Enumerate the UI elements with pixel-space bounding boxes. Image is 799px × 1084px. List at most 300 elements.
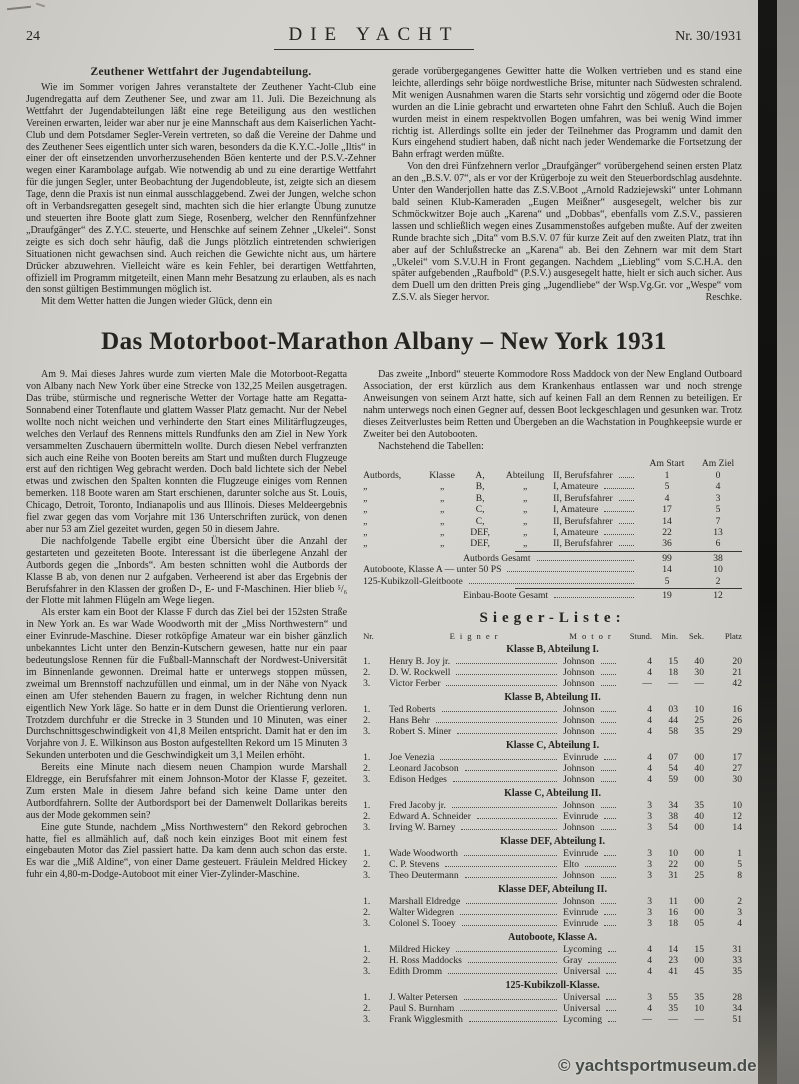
sieger-cell-sek: 00	[694, 907, 704, 919]
sieger-cell-sek: 00	[694, 955, 704, 967]
overview-cell-am-start: 5	[664, 481, 670, 493]
sieger-cell-nr: 3.	[363, 1014, 371, 1026]
dot-leader	[601, 807, 616, 808]
sieger-cell-min: 18	[668, 667, 678, 679]
sieger-cell-nr: 2.	[363, 859, 371, 871]
overview-cell-klasse: C,	[475, 515, 485, 527]
article-motorboot-marathon	[26, 369, 742, 1025]
sieger-cell-motor-text: Johnson	[563, 667, 595, 679]
overview-cell-abteilung-label: „	[522, 527, 528, 538]
sieger-cell-sek: 25	[694, 870, 704, 882]
scan-edge-gray-strip	[777, 0, 799, 1084]
sieger-cell-eigner	[389, 848, 563, 859]
dot-leader	[466, 903, 557, 904]
sieger-section	[363, 836, 742, 881]
sieger-cell-stund: 4	[647, 715, 652, 727]
overview-cell-am-start: 14	[662, 515, 672, 527]
overview-total-label: Autoboote, Klasse A — unter 50 PS	[363, 564, 502, 576]
sieger-cell-motor	[563, 715, 622, 726]
overview-cell-am-start: 1	[664, 469, 670, 481]
sieger-cell-min: 55	[668, 992, 678, 1004]
sieger-cell-platz: 21	[732, 667, 742, 679]
sieger-row	[363, 800, 742, 811]
paragraph: Nachstehend die Tabellen:	[378, 440, 484, 452]
sieger-cell-platz: 34	[732, 1003, 742, 1015]
sieger-row	[363, 811, 742, 822]
sieger-cell-sek: 35	[694, 800, 704, 812]
overview-cell-klasse: B,	[475, 481, 485, 493]
paragraph: Bereits eine Minute nach diesem neuen Champion wurde Marshall Eldregge, ein Berufsfahrer mit einem Johnson-Motor der Klasse F, gezeitet. Zum ersten Male in diesem Jahre befand sich keine Dame unter den Autbordfahrern. Sollte der Autbordsport bei der Damenwelt Dollarikas bereits aus der Mode gekommen sein?	[26, 762, 348, 821]
sieger-section-title: Klasse C, Abteilung II.	[504, 788, 602, 800]
sieger-cell-eigner	[389, 774, 563, 785]
sieger-cell-motor	[563, 896, 622, 907]
sieger-cell-eigner-text: Robert S. Miner	[389, 726, 452, 738]
dot-leader	[457, 733, 557, 734]
page-header	[26, 24, 742, 50]
sieger-cell-min: —	[668, 678, 678, 690]
sieger-cell-nr: 2.	[363, 907, 371, 919]
sieger-cell-min: 54	[668, 763, 678, 775]
sieger-cell-stund: 4	[647, 752, 652, 764]
sieger-cell-min: 22	[668, 859, 678, 871]
pen-mark	[36, 3, 45, 8]
paragraph: Die nachfolgende Tabelle ergibt eine Übersicht über die Anzahl der gestarteten und gezeiteten Boote. Interessant ist die überlegene Anzahl der Autbords gegen die „Inbords“. Am besten schnitten wohl die Autbords der Klasse B ab, von denen nur 2 aufgaben. Verheerend ist aber das Ergebnis der Berufsfahrer in den Klassen der großen D-, E- und F-Maschinen. Hier blieb ⁵/₆ der Flotte mit lahmen Flügeln am Wege liegen.	[26, 535, 348, 607]
sieger-cell-eigner	[389, 667, 563, 678]
sieger-cell-motor-text: Universal	[563, 966, 601, 978]
sieger-cell-stund: 4	[647, 1003, 652, 1015]
overview-cell-am-ziel: 5	[715, 504, 721, 516]
overview-cell-am-start: 4	[664, 492, 670, 504]
dot-leader	[604, 925, 616, 926]
dot-leader	[601, 829, 616, 830]
sieger-cell-stund: 3	[647, 907, 652, 919]
sieger-cell-platz: 10	[732, 800, 742, 812]
sieger-row	[363, 752, 742, 763]
sieger-section	[363, 980, 742, 1025]
overview-cell-am-start: 17	[662, 504, 672, 516]
dot-leader	[619, 477, 634, 478]
sieger-cell-motor	[563, 992, 622, 1003]
column-header-sek: Sek.	[688, 631, 704, 642]
dot-leader	[468, 962, 557, 963]
sieger-cell-motor-text: Johnson	[563, 715, 595, 727]
sieger-cell-sek: —	[694, 1014, 704, 1026]
sieger-cell-motor-text: Evinrude	[563, 907, 599, 919]
sieger-cell-eigner-text: Joe Venezia	[389, 752, 435, 764]
dot-leader	[604, 488, 634, 489]
sieger-cell-nr: 3.	[363, 726, 371, 738]
sieger-cell-eigner-text: Paul S. Burnham	[389, 1003, 455, 1015]
article2-left-paragraphs	[26, 369, 347, 881]
article2-right-paragraphs	[363, 369, 742, 452]
article1-signature: Reschke.	[705, 292, 742, 304]
sieger-cell-nr: 1.	[363, 992, 371, 1004]
overview-cell-klasse: C,	[475, 504, 485, 516]
sieger-cell-sek: 00	[694, 896, 704, 908]
sieger-cell-platz: 30	[732, 774, 742, 786]
sieger-cell-eigner	[389, 715, 563, 726]
dot-leader	[452, 807, 557, 808]
sieger-cell-eigner-text: Fred Jacoby jr.	[389, 800, 446, 812]
overview-cell-abteilung-label: „	[522, 492, 528, 504]
sieger-cell-stund: 3	[647, 811, 652, 823]
overview-total-label: Einbau-Boote Gesamt	[463, 590, 549, 602]
sieger-cell-stund: 3	[647, 800, 652, 812]
sieger-cell-motor	[563, 774, 622, 785]
sieger-cell-sek: 05	[694, 918, 704, 930]
sieger-cell-min: 18	[668, 918, 678, 930]
overview-total-am-ziel: 38	[713, 552, 723, 564]
overview-total-am-ziel: 12	[713, 590, 723, 602]
overview-cell-klasse-label: „	[439, 481, 445, 493]
overview-table-body	[363, 470, 742, 601]
overview-cell-am-ziel: 6	[715, 538, 721, 550]
paragraph: Wie im Sommer vorigen Jahres veranstaltete der Zeuthener Yacht-Club eine Jugendregatta auf dem Zeuthener See, und zwar am 11. Juli. Die Bezeichnung als Wettfahrt der Jugendabteilungen läßt eine rege Beteiligung aus den westlichen Vereinen erwarten, leider war aber nur je eine Mannschaft aus dem Kaiserlichen Yacht-Club und dem Potsdamer Segler-Verein vertreten, so daß die Vereine der Dahme und des Zeuthener Sees eigentlich unter sich waren, besonders da die K.Y.C.-Jolle „Iltis“ in einer der oft einsetzenden unvorherzusehenden Böen kenterte und der P.S.V.-Zehner wegen einer Karambolage aufgab. Wie notwendig ab und zu eine derartige Wettfahrt für die jungen Segler, unter Beobachtung der Jugendobleute, ist, zeigte sich an diesem Tage, denn die Praxis ist nun einmal ausschlaggebend. Zwei der Jungen, welche schon oft in Verbandsregatten gesegelt sind, machten sich die hier erlangte Übung zunutze und steuerten ihre Boote glatt zum Siege, Rosenberg, welcher den Rennfünfzehner „Draufgänger“ des Z.Y.C. steuerte, und Henschke auf seinem Zehner „Ukelei“. Sonst zeigte es sich doch sehr häufig, daß die Jungs plötzlich eintretenden schwierigen Situationen nicht gewachsen sind. Auch reichen die Gewichte nicht aus, um härtere Drücker abzuwehren. Vielleicht wäre es kein Fehler, bei derartigen Wettfahrten, offiziell im Programm mitgeteilt, einen Mann mehr Besatzung zu erlauben, als es nach den sonst gültigen Bestimmungen möglich ist.	[26, 82, 376, 296]
sieger-cell-nr: 3.	[363, 918, 371, 930]
sieger-cell-platz: 35	[732, 966, 742, 978]
sieger-cell-min: 31	[668, 870, 678, 882]
sieger-section	[363, 884, 742, 929]
dot-leader	[448, 973, 557, 974]
dot-leader	[456, 663, 557, 664]
overview-cell-category-text: II, Berufsfahrer	[553, 469, 613, 481]
dot-leader	[604, 511, 634, 512]
sieger-cell-sek: 40	[694, 811, 704, 823]
sieger-cell-eigner-text: Henry B. Joy jr.	[389, 656, 451, 668]
sieger-cell-eigner-text: Frank Wigglesmith	[389, 1014, 463, 1026]
dot-leader	[554, 597, 634, 598]
sieger-cell-nr: 1.	[363, 848, 371, 860]
sieger-cell-stund: 4	[647, 966, 652, 978]
sieger-section-title: 125-Kubikzoll-Klasse.	[505, 980, 600, 992]
dot-leader	[456, 951, 557, 952]
sieger-row	[363, 944, 742, 955]
sieger-cell-stund: 3	[647, 859, 652, 871]
sieger-cell-eigner	[389, 811, 563, 822]
sieger-cell-stund: 4	[647, 667, 652, 679]
overview-cell-category-text: II, Berufsfahrer	[553, 492, 613, 504]
sieger-cell-platz: 8	[737, 870, 742, 882]
dot-leader	[601, 781, 616, 782]
sieger-cell-eigner-text: Edward A. Schneider	[389, 811, 471, 823]
overview-cell-klasse-label: „	[439, 515, 445, 527]
sieger-cell-eigner	[389, 896, 563, 907]
sieger-cell-stund: —	[642, 1014, 652, 1026]
sieger-cell-motor	[563, 656, 622, 667]
sieger-cell-motor-text: Johnson	[563, 800, 595, 812]
column-header-am-ziel: Am Ziel	[701, 457, 735, 469]
sieger-cell-motor	[563, 966, 622, 977]
overview-cell-abteilung-label: „	[522, 538, 528, 550]
sieger-row	[363, 704, 742, 715]
sieger-cell-eigner	[389, 678, 563, 689]
overview-cell-category-text: I, Amateure	[553, 481, 599, 493]
sieger-cell-nr: 1.	[363, 656, 371, 668]
dot-leader	[601, 674, 616, 675]
sieger-cell-min: —	[668, 1014, 678, 1026]
overview-cell-category	[553, 481, 640, 492]
dot-leader	[465, 770, 557, 771]
sieger-cell-stund: 3	[647, 822, 652, 834]
dot-leader	[604, 759, 616, 760]
sieger-liste-title: Sieger-Liste:	[479, 610, 626, 627]
overview-row	[363, 538, 742, 549]
sieger-cell-platz: 26	[732, 715, 742, 727]
dot-leader	[585, 866, 616, 867]
sieger-cell-min: 03	[668, 704, 678, 716]
sieger-cell-eigner-text: Marshall Eldredge	[389, 896, 461, 908]
sieger-cell-sek: 35	[694, 992, 704, 1004]
sieger-cell-nr: 2.	[363, 811, 371, 823]
article2-column-left	[26, 369, 347, 1025]
page-content	[26, 24, 742, 1025]
sieger-cell-eigner	[389, 955, 563, 966]
dot-leader	[604, 534, 634, 535]
sieger-cell-min: 16	[668, 907, 678, 919]
sieger-cell-eigner	[389, 944, 563, 955]
sieger-cell-motor	[563, 763, 622, 774]
overview-cell-klasse-label: „	[439, 538, 445, 550]
sieger-row	[363, 918, 742, 929]
overview-total-row	[363, 590, 742, 601]
dot-leader	[465, 877, 557, 878]
overview-cell-klasse: DEF,	[470, 538, 490, 550]
dot-leader	[507, 571, 634, 572]
sieger-cell-motor	[563, 726, 622, 737]
sieger-section-title: Klasse C, Abteilung I.	[506, 740, 600, 752]
dot-leader	[606, 1010, 616, 1011]
sieger-cell-platz: 42	[732, 678, 742, 690]
overview-row	[363, 516, 742, 527]
sieger-cell-eigner	[389, 992, 563, 1003]
sieger-cell-sek: 10	[694, 1003, 704, 1015]
sieger-cell-motor	[563, 811, 622, 822]
overview-row	[363, 493, 742, 504]
sieger-cell-platz: 17	[732, 752, 742, 764]
dot-leader	[460, 914, 557, 915]
overview-row	[363, 504, 742, 515]
sieger-cell-eigner-text: D. W. Rockwell	[389, 667, 451, 679]
sieger-section	[363, 788, 742, 833]
sieger-cell-stund: 4	[647, 656, 652, 668]
sieger-cell-eigner-text: Theo Deutermann	[389, 870, 459, 882]
sieger-cell-platz: 2	[737, 896, 742, 908]
sieger-cell-eigner-text: Walter Widegren	[389, 907, 455, 919]
dot-leader	[601, 770, 616, 771]
sieger-cell-stund: 3	[647, 848, 652, 860]
sieger-cell-eigner	[389, 966, 563, 977]
sieger-cell-motor-text: Johnson	[563, 822, 595, 834]
sieger-liste-header	[363, 631, 742, 641]
sieger-cell-stund: 4	[647, 955, 652, 967]
sieger-cell-platz: 29	[732, 726, 742, 738]
sieger-cell-motor	[563, 678, 622, 689]
sieger-cell-sek: 00	[694, 774, 704, 786]
sieger-row	[363, 1014, 742, 1025]
dot-leader	[604, 855, 616, 856]
sieger-cell-motor-text: Johnson	[563, 726, 595, 738]
sieger-cell-eigner	[389, 918, 563, 929]
sieger-cell-motor-text: Universal	[563, 1003, 601, 1015]
dot-leader	[604, 914, 616, 915]
article1-title: Zeuthener Wettfahrt der Jugendabteilung.	[90, 66, 312, 78]
article1-left-paragraphs	[26, 82, 376, 308]
dot-leader	[588, 962, 616, 963]
dot-leader	[460, 1010, 557, 1011]
sieger-cell-motor	[563, 848, 622, 859]
overview-cell-brand: „	[363, 492, 368, 504]
sieger-cell-platz: 5	[737, 859, 742, 871]
sieger-cell-eigner	[389, 822, 563, 833]
overview-total-row	[363, 576, 742, 587]
sieger-cell-eigner-text: Wade Woodworth	[389, 848, 458, 860]
sieger-row	[363, 774, 742, 785]
overview-cell-am-ziel: 0	[715, 469, 721, 481]
sieger-cell-stund: 3	[647, 992, 652, 1004]
sieger-section-title: Autoboote, Klasse A.	[508, 932, 597, 944]
sieger-cell-nr: 1.	[363, 704, 371, 716]
sieger-cell-stund: 4	[647, 763, 652, 775]
sieger-cell-motor-text: Johnson	[563, 704, 595, 716]
sieger-row	[363, 726, 742, 737]
sieger-cell-motor	[563, 944, 622, 955]
sieger-section	[363, 644, 742, 689]
sieger-row	[363, 907, 742, 918]
sieger-cell-sek: 00	[694, 822, 704, 834]
sieger-cell-motor-text: Johnson	[563, 870, 595, 882]
sieger-cell-eigner	[389, 752, 563, 763]
overview-cell-brand: „	[363, 515, 368, 527]
sieger-cell-eigner	[389, 907, 563, 918]
sieger-cell-eigner-text: Victor Ferber	[389, 678, 441, 690]
paragraph: gerade vorübergegangenes Gewitter hatte die Wolken vertrieben und es stand eine leichte, allerdings sehr böige nordwestliche Brise, mitunter nach Südwesten schralend. Mit wenigen Ausnahmen waren die Starts sehr vorsichtig und zögernd oder die Boote wurden an die Linie gebracht und erwarteten ohne Fahrt den Schluß. Auch die Bojen wurden meist in einem respektvollen Bogen umfahren, was bei wenig Wind immer richtig ist. Allerdings sollte ein jeder der Teilnehmer das Programm und damit den Kurs eingehend studiert haben, daß nicht nach jeder Wendemarke die Fortsetzung der Bahn erfragt werden müßte.	[392, 66, 742, 161]
dot-leader	[601, 685, 616, 686]
sieger-cell-eigner-text: H. Ross Maddocks	[389, 955, 462, 967]
sieger-row	[363, 822, 742, 833]
article1-column-left	[26, 66, 376, 308]
sieger-cell-min: 07	[668, 752, 678, 764]
sieger-cell-eigner	[389, 726, 563, 737]
overview-total-am-start: 99	[662, 552, 672, 564]
overview-cell-klasse: DEF,	[470, 527, 490, 538]
sieger-cell-motor-text: Lycoming	[563, 1014, 602, 1026]
sieger-cell-min: 41	[668, 966, 678, 978]
sieger-cell-sek: 10	[694, 704, 704, 716]
overview-cell-am-ziel: 3	[715, 492, 721, 504]
table-rule	[515, 551, 742, 552]
sieger-cell-eigner-text: Mildred Hickey	[389, 944, 451, 956]
sieger-cell-sek: 00	[694, 848, 704, 860]
sieger-cell-eigner-text: Leonard Jacobson	[389, 763, 459, 775]
dot-leader	[601, 663, 616, 664]
page-number: 24	[26, 29, 40, 44]
sieger-cell-eigner	[389, 1014, 563, 1025]
sieger-cell-sek: 40	[694, 763, 704, 775]
dot-leader	[608, 1021, 616, 1022]
sieger-cell-eigner	[389, 704, 563, 715]
sieger-cell-motor	[563, 859, 622, 870]
sieger-cell-motor-text: Universal	[563, 992, 601, 1004]
sieger-row	[363, 1003, 742, 1014]
dot-leader	[601, 877, 616, 878]
sieger-cell-stund: 4	[647, 726, 652, 738]
overview-cell-klasse: B,	[475, 492, 485, 504]
sieger-section	[363, 740, 742, 785]
dot-leader	[601, 733, 616, 734]
dot-leader	[619, 500, 634, 501]
overview-cell-am-start: 36	[662, 538, 672, 550]
overview-cell-abteilung-label: Abteilung	[505, 469, 545, 481]
sieger-cell-motor	[563, 752, 622, 763]
overview-cell-category	[553, 516, 640, 527]
sieger-cell-platz: 27	[732, 763, 742, 775]
dot-leader	[619, 523, 634, 524]
sieger-liste	[363, 610, 742, 1025]
sieger-cell-sek: 25	[694, 715, 704, 727]
dot-leader	[477, 818, 557, 819]
dot-leader	[619, 545, 634, 546]
overview-cell-klasse-label: „	[439, 527, 445, 538]
sieger-row	[363, 870, 742, 881]
column-header-am-start: Am Start	[649, 457, 685, 469]
overview-total-label: 125-Kubikzoll-Gleitboote	[363, 575, 463, 587]
article2-title: Das Motorboot-Marathon Albany – New York 1931	[101, 328, 667, 356]
dot-leader	[446, 685, 557, 686]
overview-cell-category	[553, 504, 640, 515]
sieger-row	[363, 955, 742, 966]
sieger-cell-platz: 20	[732, 656, 742, 668]
overview-cell-brand: „	[363, 527, 368, 538]
overview-cell-category-text: II, Berufsfahrer	[553, 515, 613, 527]
paragraph: Mit dem Wetter hatten die Jungen wieder Glück, denn ein	[41, 296, 273, 308]
overview-table	[363, 458, 742, 602]
sieger-cell-sek: 35	[694, 726, 704, 738]
overview-cell-abteilung-label: „	[522, 481, 528, 493]
overview-cell-klasse-label: „	[439, 492, 445, 504]
dot-leader	[469, 583, 634, 584]
overview-cell-klasse-label: Klasse	[429, 469, 455, 481]
sieger-cell-platz: 4	[737, 918, 742, 930]
sieger-cell-eigner-text: Edith Dromm	[389, 966, 443, 978]
sieger-row	[363, 656, 742, 667]
overview-cell-category-text: I, Amateure	[553, 527, 599, 538]
scan-edge-black-strip	[758, 0, 777, 1084]
sieger-cell-nr: 1.	[363, 800, 371, 812]
sieger-cell-nr: 1.	[363, 944, 371, 956]
sieger-cell-motor	[563, 800, 622, 811]
sieger-cell-nr: 3.	[363, 774, 371, 786]
sieger-cell-motor	[563, 870, 622, 881]
overview-cell-category	[553, 470, 640, 481]
dot-leader	[456, 674, 557, 675]
sieger-cell-platz: 3	[737, 907, 742, 919]
sieger-cell-platz: 31	[732, 944, 742, 956]
sieger-row	[363, 667, 742, 678]
article1-right-paragraphs	[392, 66, 742, 304]
overview-cell-brand: „	[363, 538, 368, 550]
paragraph: Als erster kam ein Boot der Klasse F durch das Ziel bei der 152sten Straße in New York an. Es war Wade Woodworth mit der „Miss Northwestern“ und einer Evinrude-Maschine. Dieser rotköpfige Amateur war ein bisher gänzlich unbekanntes Licht unter den Benzin-Kutschern gewesen, hatte nur ein paar bedeutungslose Rennen für die Fußball-Mannschaft der Nordwest-Universität im Binnenlande gewonnen. Dreimal hatte er unterwegs stoppen müssen, zweimal um Brennstoff nachzufüllen und einmal, um in der Nähe von Nyack einen am Ufer stehenden Bauern zu fragen, in welcher Richtung denn nun eigentlich New York läge. So hatte er in dem Dunst die Orientierung verloren. Trotzdem durchfuhr er die Strecke in 3 Stunden und 10 Minuten, was einer Durchschnittsgeschwindigkeit von 41,8 Meilen entspricht. Damit hat er den im Vorjahre von J. E. Wilkinson aus Boston aufgestellten Rekord um 15 Minuten 3 Sekunden unterboten und die Geschwindigkeit um 3,1 Meilen erhöht.	[26, 607, 348, 762]
dot-leader	[604, 818, 616, 819]
issue-number: Nr. 30/1931	[675, 29, 742, 44]
dot-leader	[462, 925, 557, 926]
sieger-cell-nr: 2.	[363, 955, 371, 967]
overview-table-header	[363, 458, 742, 469]
sieger-cell-nr: 2.	[363, 763, 371, 775]
overview-cell-abteilung-label: „	[522, 515, 528, 527]
paragraph: Von den drei Fünfzehnern verlor „Draufgänger“ vorübergehend seinen ersten Platz an den „B.S.V. 07“, als er vor der Krügerboje zu weit den Steuerbordschlag ausdehnte. Unter den Wanderjollen hatte das Z.S.V.Boot „Arnold Radziejewski“ unter Lohmann bald seinen Klub-Kameraden „Eugen Meißner“ ausgesegelt, welcher bis zur Schmöckwitzer Boje auch „Karena“ und „Dobbas“, ebenfalls vom Z.S.V., passieren lassen und schließlich wegen eines Zusammenstoßes aufgeben mußte. Auf der zweiten Runde brachte sich „Dita“ vom B.S.V. 07 für kurze Zeit auf den zweiten Platz, trat ihn aber auf der Schlußstrecke an „Karena“ ab. Bei den Zehnern war mit dem Start „Ukelei“ vom S.V.U.H in Front gegangen. Nachdem „Liebling“ vom S.C.H.A. den später aufgebenden „Raufbold“ (P.S.V.) ausgesegelt hatte, hielt er sich auch sicher. Aus dem Duell um den dritten Preis ging „Jugendliebe“ der Wsp.Vg.Gr. vor „Wespe“ vom Z.S.V. als Sieger hervor.	[392, 161, 742, 304]
sieger-cell-platz: 1	[737, 848, 742, 860]
dot-leader	[440, 759, 557, 760]
